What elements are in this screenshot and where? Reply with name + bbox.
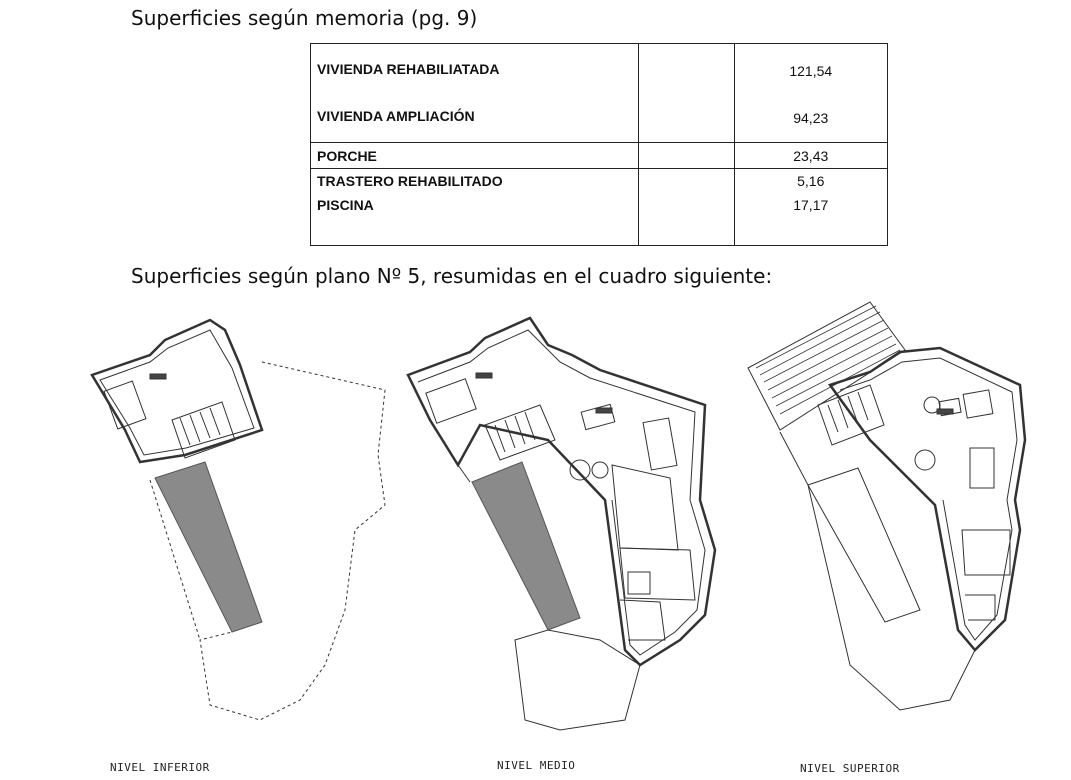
row-label: PORCHE [317,148,377,164]
row-value: 17,17 [793,197,829,213]
table-row [311,143,888,169]
caption-nivel-superior: NIVEL SUPERIOR [800,762,900,775]
caption-nivel-inferior: NIVEL INFERIOR [110,761,210,774]
row-label: PISCINA [317,197,374,213]
row-value: 121,54 [789,63,833,79]
caption-nivel-medio: NIVEL MEDIO [497,759,576,772]
row-value: 23,43 [793,148,829,164]
row-label: VIVIENDA AMPLIACIÓN [317,108,475,124]
floor-plans [0,290,1071,760]
plan-nivel-medio [408,318,715,730]
heading-plano: Superficies según plano Nº 5, resumidas en el cuadro siguiente: [131,264,773,288]
plan-nivel-inferior [92,320,385,720]
row-label: TRASTERO REHABILITADO [317,173,503,189]
surfaces-table [310,43,888,246]
table-row [311,44,888,143]
row-value: 5,16 [797,173,825,189]
heading-memoria: Superficies según memoria (pg. 9) [131,6,478,30]
plan-nivel-superior [748,302,1025,710]
table-row [311,169,888,246]
row-label: VIVIENDA REHABILIATADA [317,61,500,77]
row-value: 94,23 [793,110,829,126]
